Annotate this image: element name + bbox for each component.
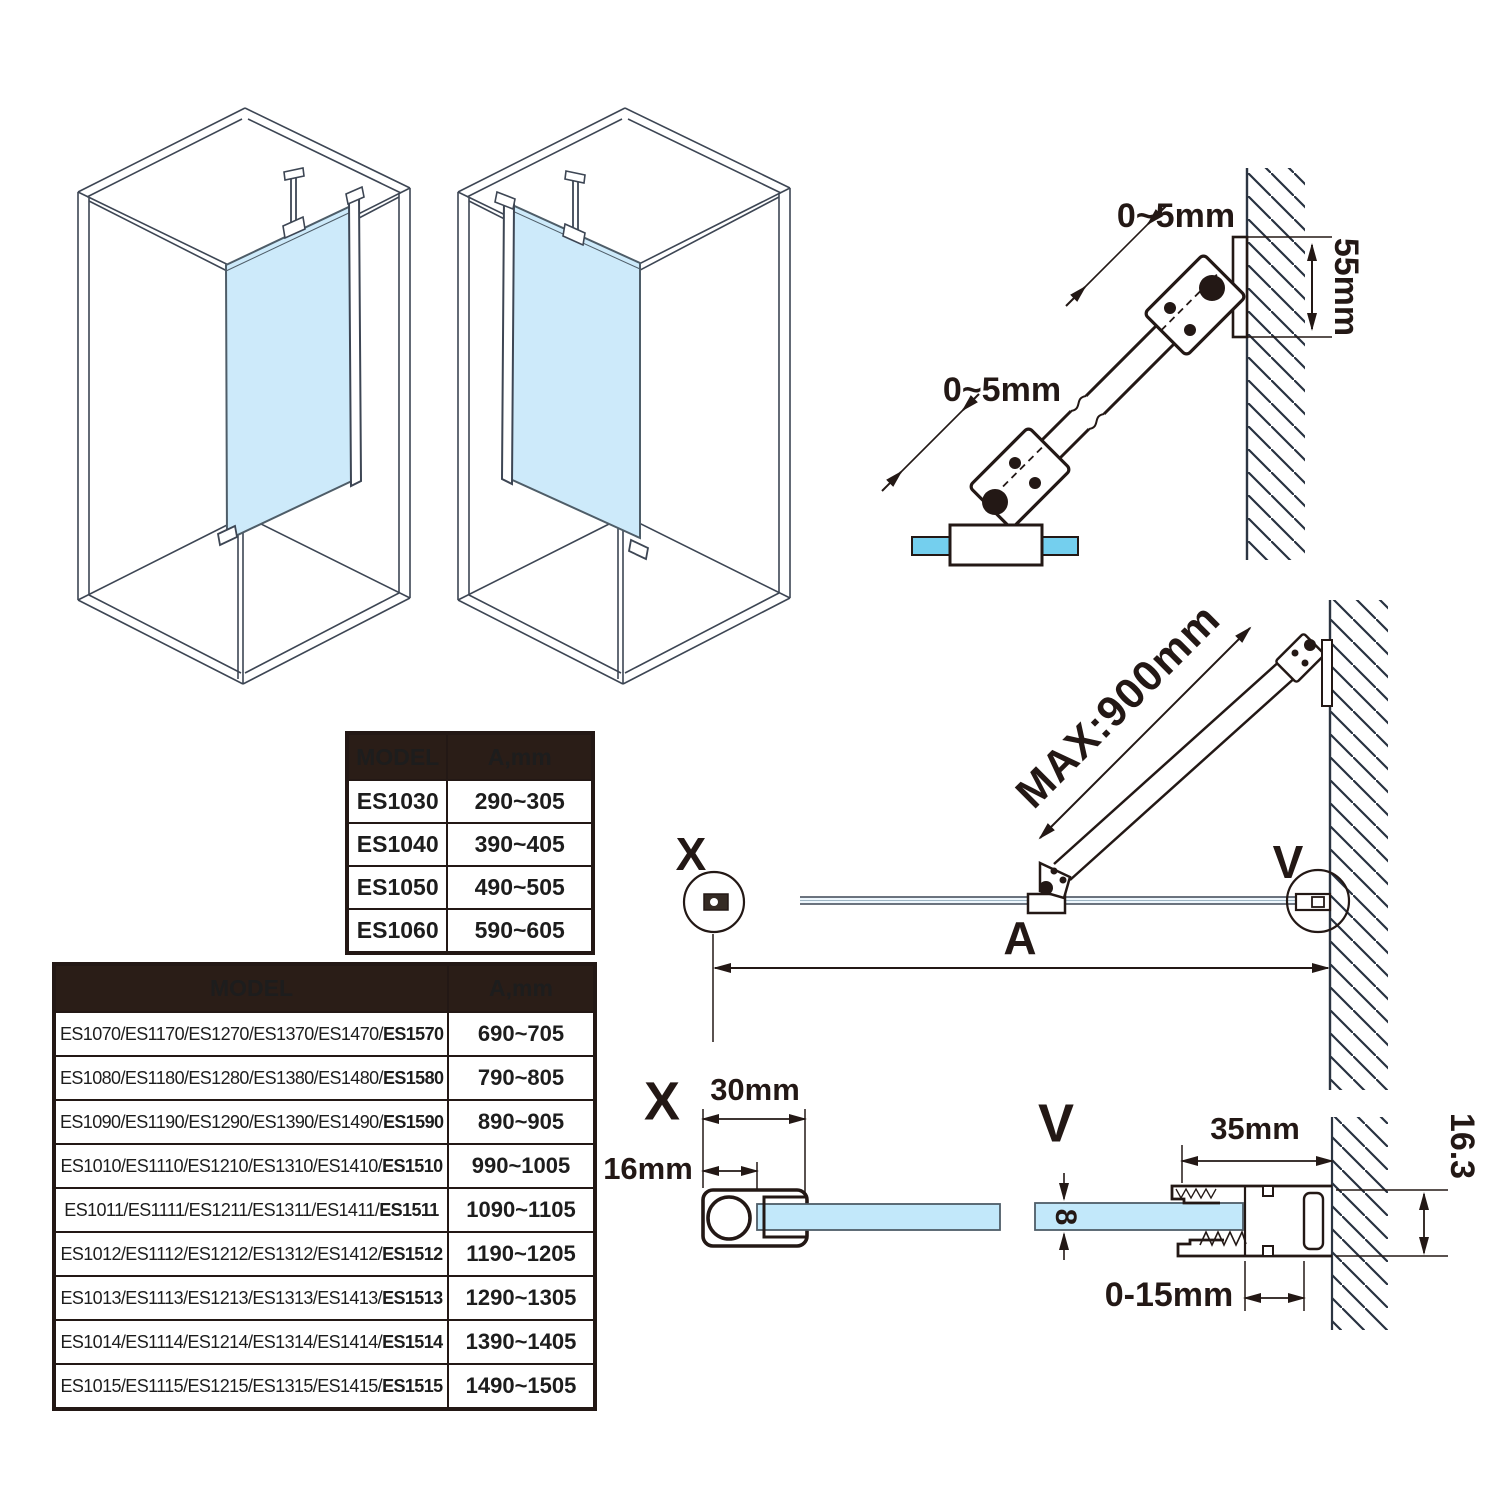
- model-cell: ES1012/ES1112/ES1212/ES1312/ES1412/ES1512: [54, 1232, 448, 1276]
- table-row: [347, 780, 593, 823]
- dim-label-30mm: 30mm: [710, 1075, 800, 1108]
- model-cell: ES1040: [347, 823, 447, 866]
- model-cell: ES1013/ES1113/ES1213/ES1313/ES1413/ES1513: [54, 1276, 448, 1320]
- dim-label-bar: MAX:900mm: [1006, 594, 1230, 818]
- dim-label-gap-top: 0~5mm: [1116, 196, 1236, 235]
- dimension-cell: 1090~1105: [448, 1188, 595, 1232]
- table-row: [54, 1012, 595, 1056]
- table-row: [54, 1100, 595, 1144]
- dim-label-16mm: 16mm: [603, 1151, 693, 1187]
- dim-label-glass-8: 8: [1049, 1208, 1083, 1226]
- detail-v-label: V: [1037, 1093, 1075, 1154]
- dimension-cell: 390~405: [447, 823, 593, 866]
- callout-label-x: X: [675, 828, 707, 881]
- table-row: [54, 1056, 595, 1100]
- dimension-cell: 1390~1405: [448, 1320, 595, 1364]
- dim-label-35mm: 35mm: [1210, 1111, 1300, 1147]
- table-header-row: [347, 733, 593, 780]
- table-row: [347, 866, 593, 909]
- ceiling-support-bar: [563, 171, 585, 245]
- iso-view-right-wall: [55, 85, 445, 735]
- table-row: [54, 1232, 595, 1276]
- upper-bracket: [1144, 254, 1246, 356]
- model-cell: ES1011/ES1111/ES1211/ES1311/ES1411/ES1511: [54, 1188, 448, 1232]
- dimension-cell: 1290~1305: [448, 1276, 595, 1320]
- callout-label-v: V: [1272, 836, 1304, 889]
- model-cell: ES1014/ES1114/ES1214/ES1314/ES1414/ES1514: [54, 1320, 448, 1364]
- detail-v: [1020, 1055, 1490, 1385]
- column-header-model: MODEL: [347, 733, 447, 780]
- wall-hatching: [1330, 600, 1388, 1090]
- glass-panel: [508, 203, 640, 538]
- lower-bracket: [969, 427, 1071, 529]
- small-model-table: [345, 731, 595, 955]
- model-cell: ES1010/ES1110/ES1210/ES1310/ES1410/ES1510: [54, 1144, 448, 1188]
- plan-view: [640, 550, 1500, 1110]
- dimension-cell: 690~705: [448, 1012, 595, 1056]
- dimension-cell: 1190~1205: [448, 1232, 595, 1276]
- glass-panel-edge: [757, 1204, 1000, 1230]
- detail-x-label: X: [643, 1075, 681, 1132]
- table-row: [347, 909, 593, 953]
- model-cell: ES1090/ES1190/ES1290/ES1390/ES1490/ES1590: [54, 1100, 448, 1144]
- dim-label-a: A: [1003, 912, 1037, 965]
- table-row: [54, 1320, 595, 1364]
- column-header-amm: A,mm: [448, 964, 595, 1012]
- dimension-cell: 990~1005: [448, 1144, 595, 1188]
- wall-profile: [495, 192, 515, 484]
- detail-x: [600, 1075, 1060, 1315]
- dimension-cell: 1490~1505: [448, 1364, 595, 1409]
- dimension-cell: 590~605: [447, 909, 593, 953]
- glass-panel: [226, 205, 354, 540]
- dim-label-gap-bottom: 0~5mm: [942, 370, 1062, 409]
- wall-hatching: [1247, 168, 1305, 560]
- end-profile-v: [1296, 894, 1330, 910]
- model-cell: ES1050: [347, 866, 447, 909]
- table-row: [54, 1276, 595, 1320]
- table-header-row: [54, 964, 595, 1012]
- table-row: [54, 1364, 595, 1409]
- dim-label-55mm: 55mm: [1327, 237, 1366, 337]
- table-row: [347, 823, 593, 866]
- model-cell: ES1070/ES1170/ES1270/ES1370/ES1470/ES1570: [54, 1012, 448, 1056]
- dimension-cell: 490~505: [447, 866, 593, 909]
- model-cell: ES1015/ES1115/ES1215/ES1315/ES1415/ES1515: [54, 1364, 448, 1409]
- mid-clamp: [1028, 863, 1070, 913]
- dimension-cell: 890~905: [448, 1100, 595, 1144]
- wall-hatching: [1332, 1117, 1388, 1330]
- table-row: [54, 1188, 595, 1232]
- wall-bracket: [1275, 633, 1332, 706]
- large-model-table: [52, 962, 597, 1411]
- dimension-cell: 290~305: [447, 780, 593, 823]
- profile-seal-circle: [708, 1197, 750, 1239]
- ceiling-support-bar: [283, 168, 305, 238]
- dim-label-163: 16.3: [1443, 1112, 1482, 1180]
- dimension-cell: 790~805: [448, 1056, 595, 1100]
- column-header-model: MODEL: [54, 964, 448, 1012]
- model-cell: ES1030: [347, 780, 447, 823]
- model-cell: ES1060: [347, 909, 447, 953]
- column-header-amm: A,mm: [447, 733, 593, 780]
- table-row: [54, 1144, 595, 1188]
- model-cell: ES1080/ES1180/ES1280/ES1380/ES1480/ES1580: [54, 1056, 448, 1100]
- dim-label-adjust: 0-15mm: [1104, 1275, 1234, 1314]
